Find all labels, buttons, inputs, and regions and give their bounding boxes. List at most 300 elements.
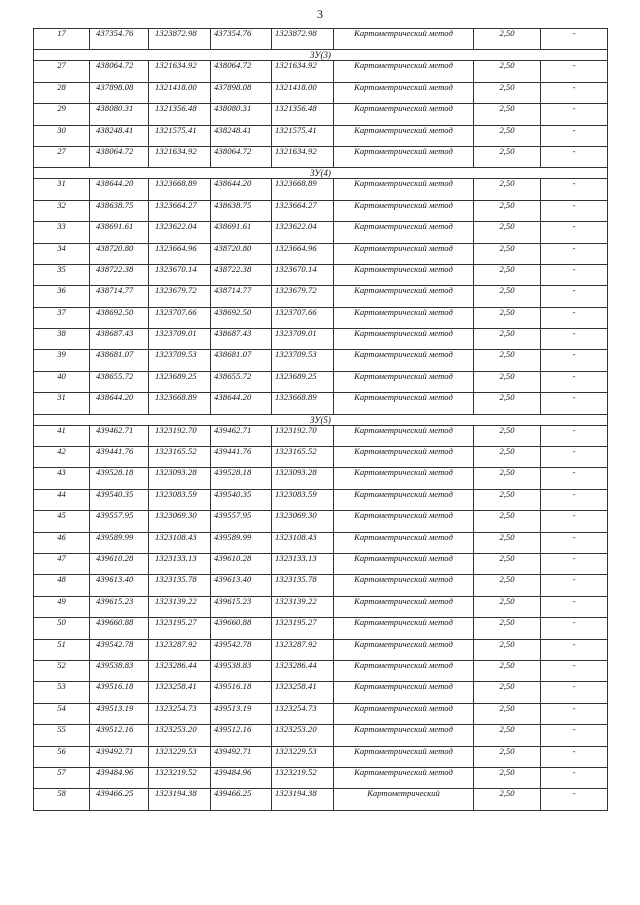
y-coordinate-cell: 1323219.52: [149, 767, 211, 788]
method-cell: Картометрический метод: [334, 286, 474, 307]
table-row: [34, 350, 608, 371]
x-coordinate-cell: 438687.43: [90, 329, 149, 350]
y-coordinate-repeat-cell: 1323286.44: [272, 660, 334, 681]
method-cell: Картометрический метод: [334, 746, 474, 767]
empty-value-cell: -: [541, 371, 608, 392]
point-number-cell: 44: [34, 489, 90, 510]
method-cell: Картометрический метод: [334, 82, 474, 103]
empty-value-cell: -: [541, 746, 608, 767]
table-row: [34, 746, 608, 767]
method-cell: Картометрический метод: [334, 618, 474, 639]
x-coordinate-repeat-cell: 439492.71: [211, 746, 272, 767]
x-coordinate-cell: 439542.78: [90, 639, 149, 660]
point-number-cell: 17: [34, 29, 90, 50]
x-coordinate-repeat-cell: 438714.77: [211, 286, 272, 307]
point-number-cell: 49: [34, 596, 90, 617]
method-cell: Картометрический метод: [334, 307, 474, 328]
x-coordinate-cell: 439615.23: [90, 596, 149, 617]
point-number-cell: 31: [34, 179, 90, 200]
x-coordinate-cell: 439492.71: [90, 746, 149, 767]
y-coordinate-cell: 1323093.28: [149, 468, 211, 489]
y-coordinate-cell: 1323135.78: [149, 575, 211, 596]
y-coordinate-cell: 1323229.53: [149, 746, 211, 767]
x-coordinate-cell: 438692.50: [90, 307, 149, 328]
accuracy-cell: 2,50: [474, 596, 541, 617]
point-number-cell: 54: [34, 703, 90, 724]
table-row: [34, 682, 608, 703]
table-row: [34, 425, 608, 446]
empty-value-cell: -: [541, 286, 608, 307]
x-coordinate-cell: 439466.25: [90, 789, 149, 810]
method-cell: Картометрический метод: [334, 489, 474, 510]
section-title: ЗУ(4): [34, 168, 608, 179]
empty-value-cell: -: [541, 596, 608, 617]
accuracy-cell: 2,50: [474, 532, 541, 553]
method-cell: Картометрический метод: [334, 243, 474, 264]
x-coordinate-repeat-cell: 438720.80: [211, 243, 272, 264]
table-row: [34, 532, 608, 553]
method-cell: Картометрический: [334, 789, 474, 810]
point-number-cell: 46: [34, 532, 90, 553]
point-number-cell: 57: [34, 767, 90, 788]
accuracy-cell: 2,50: [474, 243, 541, 264]
y-coordinate-cell: 1323133.13: [149, 553, 211, 574]
x-coordinate-repeat-cell: 439613.40: [211, 575, 272, 596]
method-cell: Картометрический метод: [334, 146, 474, 167]
y-coordinate-repeat-cell: 1323679.72: [272, 286, 334, 307]
accuracy-cell: 2,50: [474, 371, 541, 392]
accuracy-cell: 2,50: [474, 789, 541, 810]
table-row: [34, 767, 608, 788]
y-coordinate-repeat-cell: 1323253.20: [272, 725, 334, 746]
point-number-cell: 52: [34, 660, 90, 681]
table-row: [34, 125, 608, 146]
y-coordinate-cell: 1321575.41: [149, 125, 211, 146]
accuracy-cell: 2,50: [474, 746, 541, 767]
empty-value-cell: -: [541, 447, 608, 468]
section-header-row: [34, 168, 608, 179]
x-coordinate-repeat-cell: 438064.72: [211, 61, 272, 82]
x-coordinate-repeat-cell: 439540.35: [211, 489, 272, 510]
point-number-cell: 58: [34, 789, 90, 810]
table-row: [34, 29, 608, 50]
y-coordinate-cell: 1323192.70: [149, 425, 211, 446]
x-coordinate-repeat-cell: 438655.72: [211, 371, 272, 392]
method-cell: Картометрический метод: [334, 350, 474, 371]
y-coordinate-repeat-cell: 1323069.30: [272, 511, 334, 532]
x-coordinate-cell: 439557.95: [90, 511, 149, 532]
coordinates-table-body: [34, 29, 608, 811]
table-row: [34, 660, 608, 681]
x-coordinate-repeat-cell: 438681.07: [211, 350, 272, 371]
empty-value-cell: -: [541, 618, 608, 639]
point-number-cell: 38: [34, 329, 90, 350]
empty-value-cell: -: [541, 639, 608, 660]
x-coordinate-cell: 439462.71: [90, 425, 149, 446]
x-coordinate-repeat-cell: 439538.83: [211, 660, 272, 681]
y-coordinate-repeat-cell: 1323229.53: [272, 746, 334, 767]
x-coordinate-repeat-cell: 438638.75: [211, 200, 272, 221]
y-coordinate-repeat-cell: 1323668.89: [272, 179, 334, 200]
point-number-cell: 31: [34, 393, 90, 414]
x-coordinate-repeat-cell: 438064.72: [211, 146, 272, 167]
y-coordinate-cell: 1321418.00: [149, 82, 211, 103]
x-coordinate-repeat-cell: 439441.76: [211, 447, 272, 468]
y-coordinate-repeat-cell: 1321418.00: [272, 82, 334, 103]
accuracy-cell: 2,50: [474, 553, 541, 574]
x-coordinate-cell: 439660.88: [90, 618, 149, 639]
y-coordinate-cell: 1323258.41: [149, 682, 211, 703]
x-coordinate-repeat-cell: 438687.43: [211, 329, 272, 350]
accuracy-cell: 2,50: [474, 82, 541, 103]
x-coordinate-repeat-cell: 438722.38: [211, 264, 272, 285]
empty-value-cell: -: [541, 703, 608, 724]
table-row: [34, 725, 608, 746]
accuracy-cell: 2,50: [474, 660, 541, 681]
x-coordinate-cell: 439589.99: [90, 532, 149, 553]
y-coordinate-repeat-cell: 1323709.53: [272, 350, 334, 371]
point-number-cell: 45: [34, 511, 90, 532]
accuracy-cell: 2,50: [474, 575, 541, 596]
table-row: [34, 222, 608, 243]
accuracy-cell: 2,50: [474, 468, 541, 489]
accuracy-cell: 2,50: [474, 639, 541, 660]
method-cell: Картометрический метод: [334, 125, 474, 146]
y-coordinate-repeat-cell: 1323287.92: [272, 639, 334, 660]
x-coordinate-repeat-cell: 439466.25: [211, 789, 272, 810]
x-coordinate-cell: 439528.18: [90, 468, 149, 489]
method-cell: Картометрический метод: [334, 532, 474, 553]
point-number-cell: 48: [34, 575, 90, 596]
x-coordinate-repeat-cell: 439512.16: [211, 725, 272, 746]
empty-value-cell: -: [541, 532, 608, 553]
x-coordinate-repeat-cell: 439462.71: [211, 425, 272, 446]
table-row: [34, 371, 608, 392]
coordinates-table: [33, 28, 608, 811]
x-coordinate-repeat-cell: 438644.20: [211, 393, 272, 414]
method-cell: Картометрический метод: [334, 725, 474, 746]
method-cell: Картометрический метод: [334, 61, 474, 82]
method-cell: Картометрический метод: [334, 553, 474, 574]
point-number-cell: 40: [34, 371, 90, 392]
empty-value-cell: -: [541, 682, 608, 703]
y-coordinate-repeat-cell: 1323139.22: [272, 596, 334, 617]
method-cell: Картометрический метод: [334, 596, 474, 617]
method-cell: Картометрический метод: [334, 767, 474, 788]
accuracy-cell: 2,50: [474, 104, 541, 125]
table-row: [34, 243, 608, 264]
empty-value-cell: -: [541, 104, 608, 125]
method-cell: Картометрический метод: [334, 511, 474, 532]
method-cell: Картометрический метод: [334, 393, 474, 414]
point-number-cell: 27: [34, 61, 90, 82]
table-row: [34, 104, 608, 125]
point-number-cell: 43: [34, 468, 90, 489]
y-coordinate-repeat-cell: 1323254.73: [272, 703, 334, 724]
y-coordinate-repeat-cell: 1323165.52: [272, 447, 334, 468]
section-title: ЗУ(3): [34, 50, 608, 61]
table-row: [34, 468, 608, 489]
point-number-cell: 41: [34, 425, 90, 446]
y-coordinate-repeat-cell: 1323083.59: [272, 489, 334, 510]
method-cell: Картометрический метод: [334, 222, 474, 243]
point-number-cell: 27: [34, 146, 90, 167]
y-coordinate-cell: 1323287.92: [149, 639, 211, 660]
y-coordinate-cell: 1323670.14: [149, 264, 211, 285]
method-cell: Картометрический метод: [334, 575, 474, 596]
point-number-cell: 29: [34, 104, 90, 125]
y-coordinate-repeat-cell: 1323664.96: [272, 243, 334, 264]
point-number-cell: 33: [34, 222, 90, 243]
method-cell: Картометрический метод: [334, 29, 474, 50]
x-coordinate-cell: 437898.08: [90, 82, 149, 103]
accuracy-cell: 2,50: [474, 307, 541, 328]
table-row: [34, 179, 608, 200]
x-coordinate-cell: 439610.28: [90, 553, 149, 574]
y-coordinate-cell: 1323254.73: [149, 703, 211, 724]
y-coordinate-cell: 1323872.98: [149, 29, 211, 50]
table-row: [34, 575, 608, 596]
point-number-cell: 56: [34, 746, 90, 767]
x-coordinate-cell: 438064.72: [90, 146, 149, 167]
table-row: [34, 447, 608, 468]
empty-value-cell: -: [541, 468, 608, 489]
empty-value-cell: -: [541, 425, 608, 446]
x-coordinate-cell: 438248.41: [90, 125, 149, 146]
empty-value-cell: -: [541, 179, 608, 200]
x-coordinate-repeat-cell: 438080.31: [211, 104, 272, 125]
x-coordinate-repeat-cell: 437354.76: [211, 29, 272, 50]
accuracy-cell: 2,50: [474, 222, 541, 243]
point-number-cell: 32: [34, 200, 90, 221]
x-coordinate-cell: 438655.72: [90, 371, 149, 392]
accuracy-cell: 2,50: [474, 489, 541, 510]
point-number-cell: 53: [34, 682, 90, 703]
accuracy-cell: 2,50: [474, 703, 541, 724]
table-row: [34, 286, 608, 307]
y-coordinate-cell: 1323668.89: [149, 393, 211, 414]
accuracy-cell: 2,50: [474, 264, 541, 285]
empty-value-cell: -: [541, 511, 608, 532]
y-coordinate-cell: 1323194.38: [149, 789, 211, 810]
x-coordinate-cell: 438714.77: [90, 286, 149, 307]
y-coordinate-repeat-cell: 1321356.48: [272, 104, 334, 125]
y-coordinate-repeat-cell: 1321634.92: [272, 61, 334, 82]
y-coordinate-cell: 1323195.27: [149, 618, 211, 639]
y-coordinate-repeat-cell: 1323670.14: [272, 264, 334, 285]
x-coordinate-cell: 439512.16: [90, 725, 149, 746]
accuracy-cell: 2,50: [474, 29, 541, 50]
x-coordinate-repeat-cell: 437898.08: [211, 82, 272, 103]
point-number-cell: 51: [34, 639, 90, 660]
accuracy-cell: 2,50: [474, 179, 541, 200]
y-coordinate-cell: 1323286.44: [149, 660, 211, 681]
empty-value-cell: -: [541, 393, 608, 414]
x-coordinate-repeat-cell: 439557.95: [211, 511, 272, 532]
x-coordinate-repeat-cell: 438644.20: [211, 179, 272, 200]
accuracy-cell: 2,50: [474, 618, 541, 639]
accuracy-cell: 2,50: [474, 511, 541, 532]
y-coordinate-cell: 1323108.43: [149, 532, 211, 553]
accuracy-cell: 2,50: [474, 393, 541, 414]
y-coordinate-cell: 1323664.27: [149, 200, 211, 221]
x-coordinate-repeat-cell: 439528.18: [211, 468, 272, 489]
x-coordinate-cell: 438720.80: [90, 243, 149, 264]
y-coordinate-cell: 1323622.04: [149, 222, 211, 243]
y-coordinate-repeat-cell: 1323664.27: [272, 200, 334, 221]
y-coordinate-cell: 1323165.52: [149, 447, 211, 468]
method-cell: Картометрический метод: [334, 329, 474, 350]
table-row: [34, 789, 608, 810]
accuracy-cell: 2,50: [474, 767, 541, 788]
table-row: [34, 639, 608, 660]
empty-value-cell: -: [541, 575, 608, 596]
accuracy-cell: 2,50: [474, 146, 541, 167]
y-coordinate-cell: 1323679.72: [149, 286, 211, 307]
table-row: [34, 618, 608, 639]
x-coordinate-repeat-cell: 439615.23: [211, 596, 272, 617]
method-cell: Картометрический метод: [334, 660, 474, 681]
empty-value-cell: -: [541, 200, 608, 221]
point-number-cell: 47: [34, 553, 90, 574]
empty-value-cell: -: [541, 82, 608, 103]
accuracy-cell: 2,50: [474, 61, 541, 82]
table-row: [34, 146, 608, 167]
table-row: [34, 200, 608, 221]
method-cell: Картометрический метод: [334, 682, 474, 703]
empty-value-cell: -: [541, 307, 608, 328]
x-coordinate-repeat-cell: 439660.88: [211, 618, 272, 639]
y-coordinate-repeat-cell: 1323219.52: [272, 767, 334, 788]
y-coordinate-cell: 1323709.01: [149, 329, 211, 350]
empty-value-cell: -: [541, 660, 608, 681]
table-row: [34, 329, 608, 350]
y-coordinate-cell: 1321356.48: [149, 104, 211, 125]
point-number-cell: 39: [34, 350, 90, 371]
section-title: ЗУ(5): [34, 414, 608, 425]
table-row: [34, 703, 608, 724]
x-coordinate-cell: 438064.72: [90, 61, 149, 82]
point-number-cell: 28: [34, 82, 90, 103]
page-number: 3: [317, 7, 323, 21]
y-coordinate-repeat-cell: 1323192.70: [272, 425, 334, 446]
table-row: [34, 596, 608, 617]
y-coordinate-repeat-cell: 1323108.43: [272, 532, 334, 553]
y-coordinate-repeat-cell: 1323668.89: [272, 393, 334, 414]
empty-value-cell: -: [541, 243, 608, 264]
empty-value-cell: -: [541, 553, 608, 574]
method-cell: Картометрический метод: [334, 371, 474, 392]
y-coordinate-cell: 1323689.25: [149, 371, 211, 392]
accuracy-cell: 2,50: [474, 447, 541, 468]
x-coordinate-repeat-cell: 438691.61: [211, 222, 272, 243]
x-coordinate-cell: 438644.20: [90, 393, 149, 414]
y-coordinate-repeat-cell: 1323135.78: [272, 575, 334, 596]
method-cell: Картометрический метод: [334, 264, 474, 285]
x-coordinate-repeat-cell: 439589.99: [211, 532, 272, 553]
x-coordinate-cell: 438080.31: [90, 104, 149, 125]
y-coordinate-repeat-cell: 1323689.25: [272, 371, 334, 392]
method-cell: Картометрический метод: [334, 179, 474, 200]
y-coordinate-repeat-cell: 1323195.27: [272, 618, 334, 639]
empty-value-cell: -: [541, 222, 608, 243]
x-coordinate-repeat-cell: 439516.18: [211, 682, 272, 703]
x-coordinate-repeat-cell: 438692.50: [211, 307, 272, 328]
y-coordinate-cell: 1321634.92: [149, 61, 211, 82]
y-coordinate-repeat-cell: 1323258.41: [272, 682, 334, 703]
table-row: [34, 489, 608, 510]
section-header-row: [34, 50, 608, 61]
point-number-cell: 34: [34, 243, 90, 264]
y-coordinate-repeat-cell: 1323622.04: [272, 222, 334, 243]
x-coordinate-cell: 439441.76: [90, 447, 149, 468]
x-coordinate-repeat-cell: 438248.41: [211, 125, 272, 146]
y-coordinate-cell: 1323668.89: [149, 179, 211, 200]
empty-value-cell: -: [541, 329, 608, 350]
method-cell: Картометрический метод: [334, 104, 474, 125]
x-coordinate-cell: 439513.19: [90, 703, 149, 724]
y-coordinate-repeat-cell: 1321634.92: [272, 146, 334, 167]
y-coordinate-repeat-cell: 1321575.41: [272, 125, 334, 146]
table-row: [34, 393, 608, 414]
accuracy-cell: 2,50: [474, 200, 541, 221]
point-number-cell: 42: [34, 447, 90, 468]
section-header-row: [34, 414, 608, 425]
y-coordinate-cell: 1323709.53: [149, 350, 211, 371]
empty-value-cell: -: [541, 61, 608, 82]
y-coordinate-cell: 1321634.92: [149, 146, 211, 167]
y-coordinate-repeat-cell: 1323194.38: [272, 789, 334, 810]
point-number-cell: 30: [34, 125, 90, 146]
point-number-cell: 37: [34, 307, 90, 328]
table-row: [34, 61, 608, 82]
empty-value-cell: -: [541, 146, 608, 167]
y-coordinate-cell: 1323139.22: [149, 596, 211, 617]
x-coordinate-repeat-cell: 439542.78: [211, 639, 272, 660]
method-cell: Картометрический метод: [334, 468, 474, 489]
point-number-cell: 55: [34, 725, 90, 746]
accuracy-cell: 2,50: [474, 125, 541, 146]
point-number-cell: 35: [34, 264, 90, 285]
point-number-cell: 50: [34, 618, 90, 639]
accuracy-cell: 2,50: [474, 350, 541, 371]
y-coordinate-repeat-cell: 1323872.98: [272, 29, 334, 50]
method-cell: Картометрический метод: [334, 200, 474, 221]
point-number-cell: 36: [34, 286, 90, 307]
empty-value-cell: -: [541, 767, 608, 788]
x-coordinate-cell: 439484.96: [90, 767, 149, 788]
empty-value-cell: -: [541, 350, 608, 371]
y-coordinate-cell: 1323664.96: [149, 243, 211, 264]
accuracy-cell: 2,50: [474, 725, 541, 746]
y-coordinate-repeat-cell: 1323133.13: [272, 553, 334, 574]
y-coordinate-cell: 1323707.66: [149, 307, 211, 328]
accuracy-cell: 2,50: [474, 682, 541, 703]
table-row: [34, 264, 608, 285]
y-coordinate-cell: 1323069.30: [149, 511, 211, 532]
empty-value-cell: -: [541, 125, 608, 146]
empty-value-cell: -: [541, 489, 608, 510]
accuracy-cell: 2,50: [474, 286, 541, 307]
x-coordinate-cell: 439613.40: [90, 575, 149, 596]
y-coordinate-cell: 1323083.59: [149, 489, 211, 510]
x-coordinate-repeat-cell: 439610.28: [211, 553, 272, 574]
x-coordinate-cell: 438644.20: [90, 179, 149, 200]
table-row: [34, 307, 608, 328]
method-cell: Картометрический метод: [334, 639, 474, 660]
y-coordinate-repeat-cell: 1323709.01: [272, 329, 334, 350]
x-coordinate-cell: 438691.61: [90, 222, 149, 243]
